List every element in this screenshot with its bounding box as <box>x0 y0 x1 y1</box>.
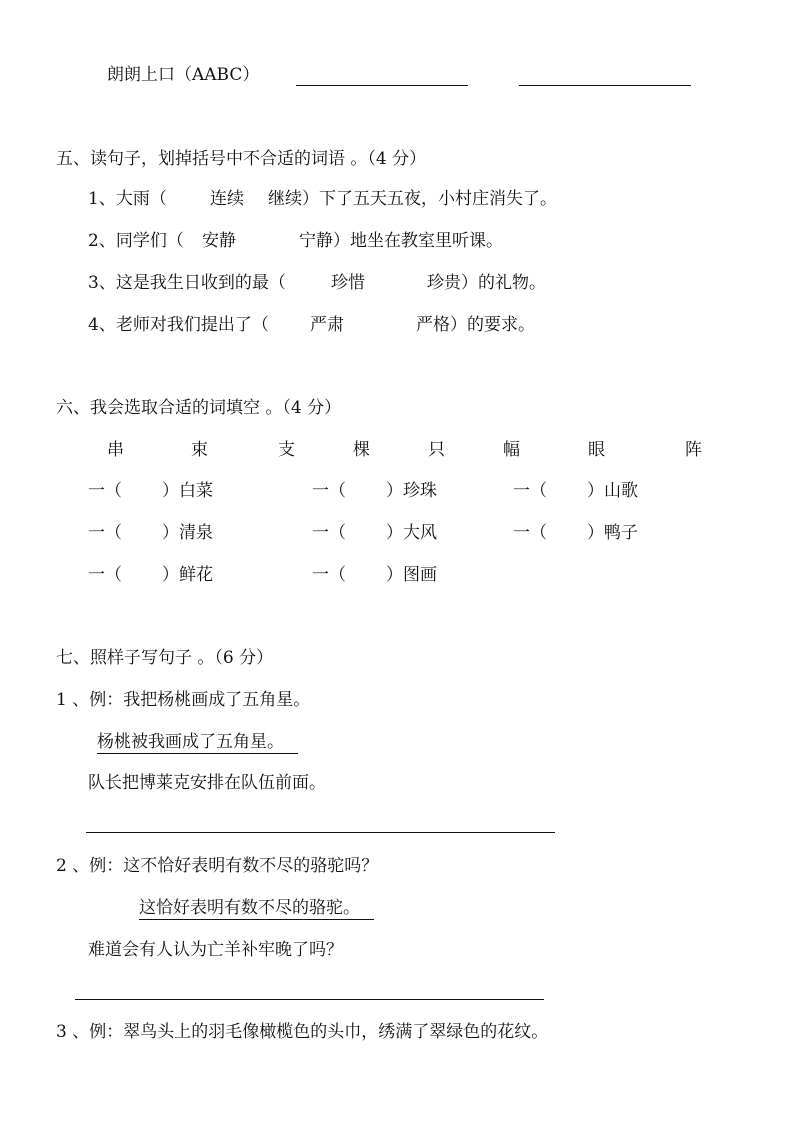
s5-choice-b <box>299 231 503 251</box>
word-option[interactable]: 棵 <box>353 440 370 460</box>
s5-choice-a[interactable]: 安静 <box>202 231 236 251</box>
word-option[interactable]: 幅 <box>503 440 520 460</box>
word-option[interactable]: 串 <box>107 440 124 460</box>
ex2-line <box>56 856 378 876</box>
s5-item-3 <box>88 273 286 293</box>
s5-item-number: 1、 <box>88 189 116 209</box>
s5-item-post: ）的要求。 <box>450 315 535 335</box>
s5-item-post: ）的礼物。 <box>461 273 546 293</box>
ex2-task: 难道会有人认为亡羊补牢晚了吗？ <box>88 940 343 960</box>
section5-title: 五、读句子，划掉括号中不合适的词语 。（4 分） <box>56 149 427 169</box>
fill-item[interactable] <box>312 565 437 585</box>
fill-word: 大风 <box>403 523 437 543</box>
s5-item-number: 2、 <box>88 231 116 251</box>
ex1-answer-text: 杨桃被我画成了五角星。 <box>97 732 298 754</box>
fill-item[interactable] <box>513 523 638 543</box>
fill-word: 鲜花 <box>179 565 213 585</box>
s5-item-pre: 同学们（ <box>115 231 184 251</box>
s5-choice-a[interactable]: 珍惜 <box>331 273 365 293</box>
s5-item-1 <box>88 189 167 209</box>
s5-item-number: 3、 <box>88 273 116 293</box>
fill-suffix: ） <box>386 481 403 501</box>
s5-item-2 <box>88 231 184 251</box>
fill-prefix: 一（ <box>88 565 122 585</box>
s5-choice-b-word[interactable]: 宁静 <box>299 231 333 251</box>
ex3-example: 翠鸟头上的羽毛像橄榄色的头巾，绣满了翠绿色的花纹。 <box>123 1022 549 1042</box>
ex1-answer <box>97 732 298 752</box>
s5-choice-b <box>427 273 546 293</box>
s5-item-4 <box>88 315 269 335</box>
s5-item-post: ）下了五天五夜，小村庄消失了。 <box>302 189 557 209</box>
fill-word: 图画 <box>403 565 437 585</box>
fill-word: 清泉 <box>179 523 213 543</box>
idiom-label-text: 朗朗上口（AABC） <box>107 65 260 85</box>
section7-title: 七、照样子写句子 。（6 分） <box>56 648 274 668</box>
fill-prefix: 一（ <box>88 481 122 501</box>
fill-suffix: ） <box>162 565 179 585</box>
s5-choice-a[interactable]: 连续 <box>210 189 244 209</box>
word-option[interactable]: 支 <box>278 440 295 460</box>
fill-item[interactable] <box>88 565 213 585</box>
fill-suffix: ） <box>587 523 604 543</box>
fill-word: 白菜 <box>179 481 213 501</box>
ex3-line <box>56 1022 548 1042</box>
s5-choice-b-word[interactable]: 严格 <box>416 315 450 335</box>
ex1-example: 我把杨桃画成了五角星。 <box>123 690 311 710</box>
section6-title: 六、我会选取合适的词填空 。（4 分） <box>56 398 342 418</box>
ex1-label: 1 、例： <box>56 690 124 710</box>
s5-item-pre: 大雨（ <box>115 189 167 209</box>
fill-item[interactable] <box>88 481 213 501</box>
ex1-answer-line[interactable] <box>86 832 555 833</box>
fill-item[interactable] <box>513 481 638 501</box>
s5-choice-b <box>416 315 535 335</box>
fill-word: 鸭子 <box>604 523 638 543</box>
fill-item[interactable] <box>88 523 213 543</box>
fill-word: 山歌 <box>604 481 638 501</box>
word-option[interactable]: 束 <box>191 440 208 460</box>
word-option[interactable]: 阵 <box>685 440 702 460</box>
fill-item[interactable] <box>312 481 437 501</box>
fill-prefix: 一（ <box>312 523 346 543</box>
s5-choice-b-word[interactable]: 珍贵 <box>427 273 461 293</box>
s5-choice-b <box>268 189 557 209</box>
s5-item-post: ）地坐在教室里听课。 <box>333 231 503 251</box>
ex2-answer-text: 这恰好表明有数不尽的骆驼。 <box>139 898 374 920</box>
answer-blank-2[interactable] <box>519 85 691 86</box>
ex2-answer <box>139 898 374 918</box>
idiom-label <box>107 65 259 85</box>
s5-choice-a[interactable]: 严肃 <box>310 315 344 335</box>
fill-prefix: 一（ <box>88 523 122 543</box>
fill-prefix: 一（ <box>513 523 547 543</box>
word-option[interactable]: 只 <box>428 440 445 460</box>
ex1-line <box>56 690 310 710</box>
s5-item-pre: 这是我生日收到的最（ <box>115 273 286 293</box>
s5-choice-b-word[interactable]: 继续 <box>268 189 302 209</box>
fill-suffix: ） <box>162 481 179 501</box>
fill-suffix: ） <box>386 523 403 543</box>
fill-word: 珍珠 <box>403 481 437 501</box>
fill-item[interactable] <box>312 523 437 543</box>
s5-item-pre: 老师对我们提出了（ <box>115 315 269 335</box>
ex2-example: 这不恰好表明有数不尽的骆驼吗？ <box>123 856 379 876</box>
ex1-task: 队长把博莱克安排在队伍前面。 <box>88 773 326 793</box>
fill-prefix: 一（ <box>513 481 547 501</box>
ex3-label: 3 、例： <box>56 1022 124 1042</box>
fill-prefix: 一（ <box>312 565 346 585</box>
word-option[interactable]: 眼 <box>588 440 605 460</box>
s5-item-number: 4、 <box>88 315 116 335</box>
answer-blank-1[interactable] <box>296 85 468 86</box>
fill-suffix: ） <box>162 523 179 543</box>
ex2-label: 2 、例： <box>56 856 124 876</box>
fill-suffix: ） <box>386 565 403 585</box>
fill-prefix: 一（ <box>312 481 346 501</box>
fill-suffix: ） <box>587 481 604 501</box>
ex2-answer-line[interactable] <box>75 999 544 1000</box>
